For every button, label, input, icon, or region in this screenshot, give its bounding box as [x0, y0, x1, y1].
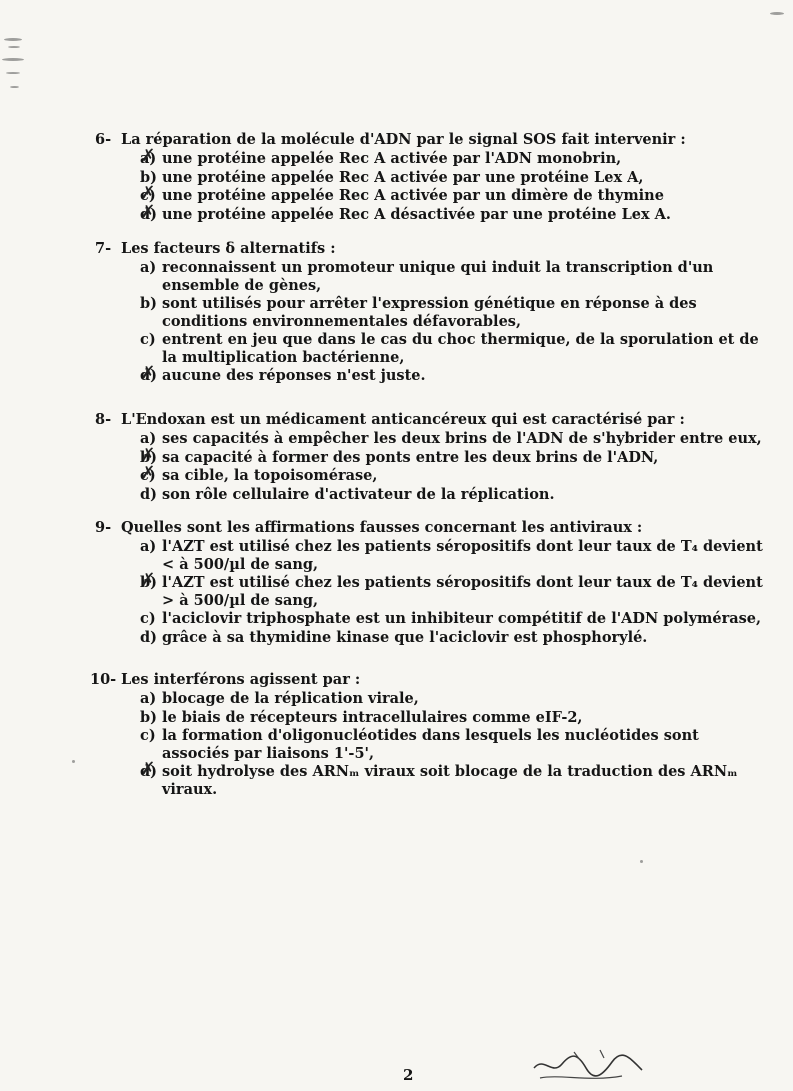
answer-option	[140, 538, 775, 573]
option-text: sont utilisés pour arrêter l'expression génétique en réponse à des conditions environnementales défavorables,	[162, 295, 697, 330]
answer-option	[140, 727, 770, 762]
scan-mark	[640, 860, 643, 863]
option-letter: c)	[140, 727, 156, 744]
option-letter: c)	[140, 610, 156, 627]
option-letter: d) ✗	[140, 763, 162, 781]
answer-option	[140, 331, 775, 366]
option-text: une protéine appelée Rec A activée par une protéine Lex A,	[162, 168, 644, 186]
answer-option	[140, 709, 770, 727]
option-letter: d) ✗	[140, 206, 162, 224]
option-letter: c) ✗	[140, 187, 162, 205]
option-text: sa cible, la topoisomérase,	[162, 467, 378, 484]
option-letter: c) ✗	[140, 467, 162, 485]
answer-option	[140, 169, 775, 187]
answer-option	[140, 367, 775, 385]
question-title: La réparation de la molécule d'ADN par le signal SOS fait intervenir :	[121, 131, 686, 148]
option-letter: c)	[140, 331, 156, 348]
page-number: 2	[403, 1066, 414, 1084]
question-title: Les interférons agissent par :	[121, 671, 361, 688]
answer-option	[140, 259, 775, 294]
answer-option	[140, 610, 775, 628]
option-letter: a)	[140, 538, 157, 555]
option-text: la formation d'oligonucléotides dans lesquels les nucléotides sont associés par liaisons 1'-5',	[162, 727, 699, 762]
scan-mark	[4, 38, 22, 41]
scan-mark	[8, 46, 20, 48]
option-letter: a) ✗	[140, 150, 162, 168]
option-text: l'AZT est utilisé chez les patients séropositifs dont leur taux de T₄ devient > à 500/µl de sang,	[162, 574, 763, 609]
option-text: entrent en jeu que dans le cas du choc thermique, de la sporulation et de la multiplication bactérienne,	[162, 331, 759, 366]
handwritten-signature	[530, 1046, 650, 1086]
option-text: son rôle cellulaire d'activateur de la réplication.	[162, 485, 555, 503]
answer-option	[140, 187, 775, 205]
answer-option	[140, 763, 770, 798]
option-letter: d) ✗	[140, 367, 162, 385]
question-9	[95, 519, 775, 647]
question-number: 9-	[95, 519, 112, 536]
option-letter: b)	[140, 295, 157, 312]
question-title: Quelles sont les affirmations fausses concernant les antiviraux :	[121, 519, 643, 536]
question-number: 6-	[95, 131, 112, 148]
option-text: aucune des réponses n'est juste.	[162, 367, 426, 384]
scan-mark	[6, 72, 20, 74]
option-text: une protéine appelée Rec A activée par l'ADN monobrin,	[162, 150, 622, 167]
option-letter: d)	[140, 628, 157, 646]
question-title: Les facteurs δ alternatifs :	[121, 240, 336, 257]
option-text: l'AZT est utilisé chez les patients séropositifs dont leur taux de T₄ devient < à 500/µl de sang,	[162, 538, 763, 573]
option-letter: b)	[140, 708, 157, 726]
answer-option	[140, 467, 775, 485]
question-number: 8-	[95, 411, 112, 428]
option-text: l'aciclovir triphosphate est un inhibiteur compétitif de l'ADN polymérase,	[162, 610, 762, 627]
option-letter: a)	[140, 690, 157, 707]
option-letter: d)	[140, 485, 157, 503]
question-10	[90, 671, 770, 799]
answer-option	[140, 206, 775, 224]
scan-mark	[2, 58, 24, 61]
option-text: blocage de la réplication virale,	[162, 690, 419, 707]
answer-option	[140, 629, 775, 647]
option-letter: b) ✗	[140, 574, 162, 592]
option-letter: a)	[140, 430, 157, 447]
option-letter: a)	[140, 259, 157, 276]
answer-option	[140, 574, 775, 609]
option-text: une protéine appelée Rec A désactivée par une protéine Lex A.	[162, 205, 671, 223]
question-title: L'Endoxan est un médicament anticancéreux qui est caractérisé par :	[121, 411, 685, 428]
answer-option	[140, 486, 775, 504]
option-text: le biais de récepteurs intracellulaires comme eIF-2,	[162, 708, 583, 726]
question-number: 10-	[90, 671, 117, 688]
scan-mark	[72, 760, 75, 763]
option-text: soit hydrolyse des ARNₘ viraux soit blocage de la traduction des ARNₘ viraux.	[162, 763, 738, 798]
option-text: reconnaissent un promoteur unique qui induit la transcription d'un ensemble de gènes,	[162, 259, 714, 294]
answer-option	[140, 295, 775, 330]
answer-option	[140, 690, 770, 708]
scan-mark	[10, 86, 19, 88]
question-8	[95, 411, 775, 504]
option-text: une protéine appelée Rec A activée par un dimère de thymine	[162, 187, 664, 204]
question-6	[95, 131, 775, 224]
option-letter: b)	[140, 168, 157, 186]
question-7	[95, 240, 775, 386]
answer-option	[140, 150, 775, 168]
option-text: ses capacités à empêcher les deux brins de l'ADN de s'hybrider entre eux,	[162, 430, 762, 447]
option-letter: b) ✗	[140, 449, 162, 467]
option-text: grâce à sa thymidine kinase que l'aciclovir est phosphorylé.	[162, 628, 648, 646]
answer-option	[140, 430, 775, 448]
option-text: sa capacité à former des ponts entre les deux brins de l'ADN,	[162, 448, 659, 466]
scan-mark	[770, 12, 784, 15]
answer-option	[140, 449, 775, 467]
question-number: 7-	[95, 240, 112, 257]
